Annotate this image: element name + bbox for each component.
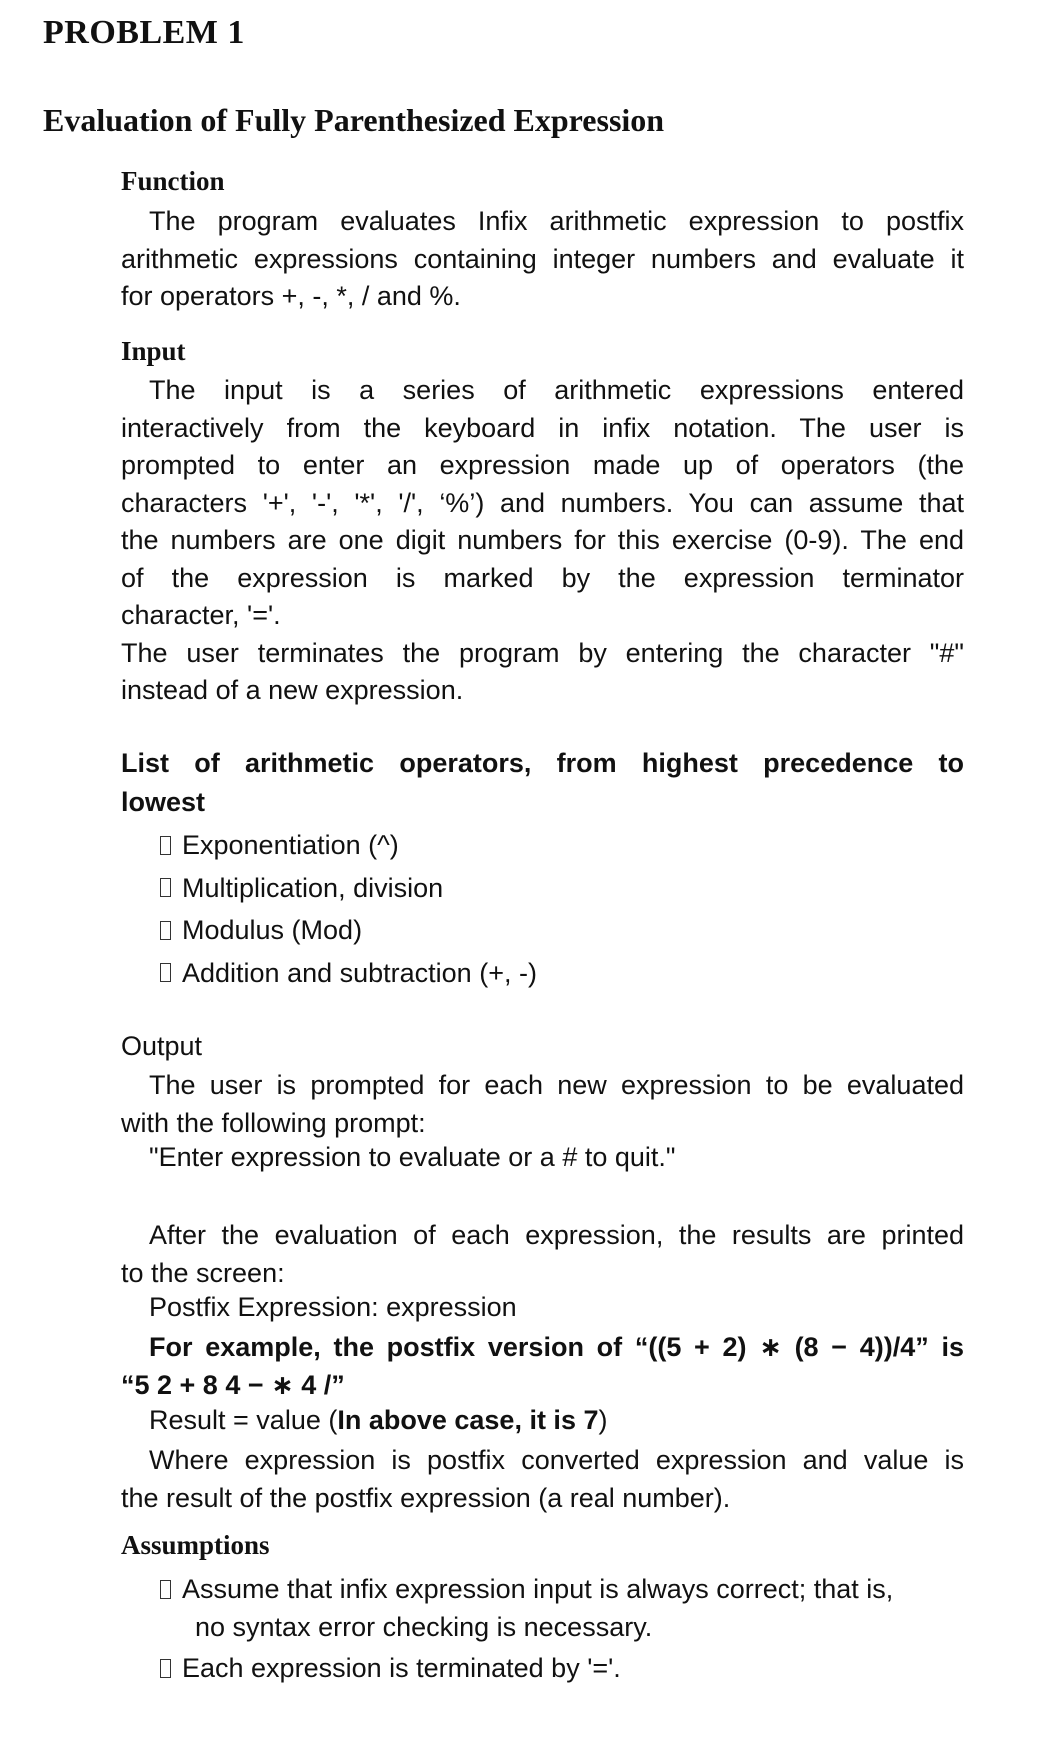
function-paragraph bbox=[121, 203, 964, 316]
where-paragraph bbox=[121, 1442, 964, 1517]
output-line: with the following prompt: bbox=[121, 1107, 426, 1138]
function-heading: Function bbox=[121, 166, 225, 196]
input-line: of the expression is marked by the expression terminator bbox=[121, 562, 964, 593]
bullet-box-icon bbox=[160, 963, 171, 982]
input-line: character, '='. bbox=[121, 600, 281, 630]
bullet-box-icon bbox=[160, 836, 171, 855]
operators-heading bbox=[121, 744, 964, 822]
list-item: Assume that infix expression input is always correct; that is, bbox=[158, 1571, 893, 1609]
output-line: to the screen: bbox=[121, 1257, 285, 1288]
example-line: “5 2 + 8 4 − ∗ 4 /” bbox=[121, 1369, 345, 1400]
function-line: arithmetic expressions containing integer numbers and evaluate it bbox=[121, 243, 964, 274]
operators-heading-line: lowest bbox=[121, 787, 206, 817]
input-line: characters '+', '-', '*', '/', ‘%’) and numbers. You can assume that bbox=[121, 487, 964, 518]
output-prompt-paragraph bbox=[121, 1067, 964, 1142]
list-item: Modulus (Mod) bbox=[158, 909, 537, 952]
input-line: The input is a series of arithmetic expressions entered bbox=[149, 375, 964, 405]
function-line: The program evaluates Infix arithmetic expression to postfix bbox=[149, 206, 964, 236]
input-line: prompted to enter an expression made up of operators (the bbox=[121, 450, 964, 480]
list-item: Multiplication, division bbox=[158, 867, 537, 910]
input-line: instead of a new expression. bbox=[121, 675, 464, 705]
postfix-line: Postfix Expression: expression bbox=[149, 1292, 517, 1322]
example-line: For example, the postfix version of “((5 + 2) ∗ (8 − 4))/4” is bbox=[149, 1332, 964, 1362]
where-line: the result of the postfix expression (a real number). bbox=[121, 1482, 731, 1513]
list-item: Addition and subtraction (+, -) bbox=[158, 952, 537, 995]
where-line: Where expression is postfix converted expression and value is bbox=[149, 1445, 964, 1475]
assumptions-heading: Assumptions bbox=[121, 1530, 270, 1560]
list-item-continuation: no syntax error checking is necessary. bbox=[195, 1611, 653, 1642]
operators-heading-line: List of arithmetic operators, from highest precedence to bbox=[121, 748, 964, 778]
result-line: Result = value (In above case, it is 7) bbox=[149, 1405, 608, 1435]
input-heading: Input bbox=[121, 336, 186, 366]
input-line: the numbers are one digit numbers for this exercise (0-9). The end bbox=[121, 525, 964, 555]
input-paragraph bbox=[121, 372, 964, 710]
operators-list bbox=[158, 824, 537, 994]
prompt-text: "Enter expression to evaluate or a # to quit." bbox=[149, 1142, 676, 1172]
assumptions-list bbox=[158, 1571, 893, 1688]
bullet-box-icon bbox=[160, 1580, 171, 1599]
output-line: After the evaluation of each expression, the results are printed bbox=[149, 1220, 964, 1250]
input-line: The user terminates the program by entering the character "#" bbox=[121, 637, 964, 668]
problem-title: PROBLEM 1 bbox=[43, 14, 245, 51]
output-heading: Output bbox=[121, 1031, 203, 1061]
bullet-box-icon bbox=[160, 878, 171, 897]
output-after-paragraph bbox=[121, 1217, 964, 1292]
list-item: Each expression is terminated by '='. bbox=[158, 1650, 893, 1688]
function-line: for operators +, -, *, / and %. bbox=[121, 281, 461, 311]
input-line: interactively from the keyboard in infix notation. The user is bbox=[121, 412, 964, 443]
bullet-box-icon bbox=[160, 1659, 171, 1678]
list-item: Exponentiation (^) bbox=[158, 824, 537, 867]
bullet-box-icon bbox=[160, 921, 171, 940]
output-line: The user is prompted for each new expression to be evaluated bbox=[149, 1070, 964, 1100]
example-paragraph bbox=[121, 1329, 964, 1404]
main-title: Evaluation of Fully Parenthesized Expression bbox=[43, 102, 665, 138]
